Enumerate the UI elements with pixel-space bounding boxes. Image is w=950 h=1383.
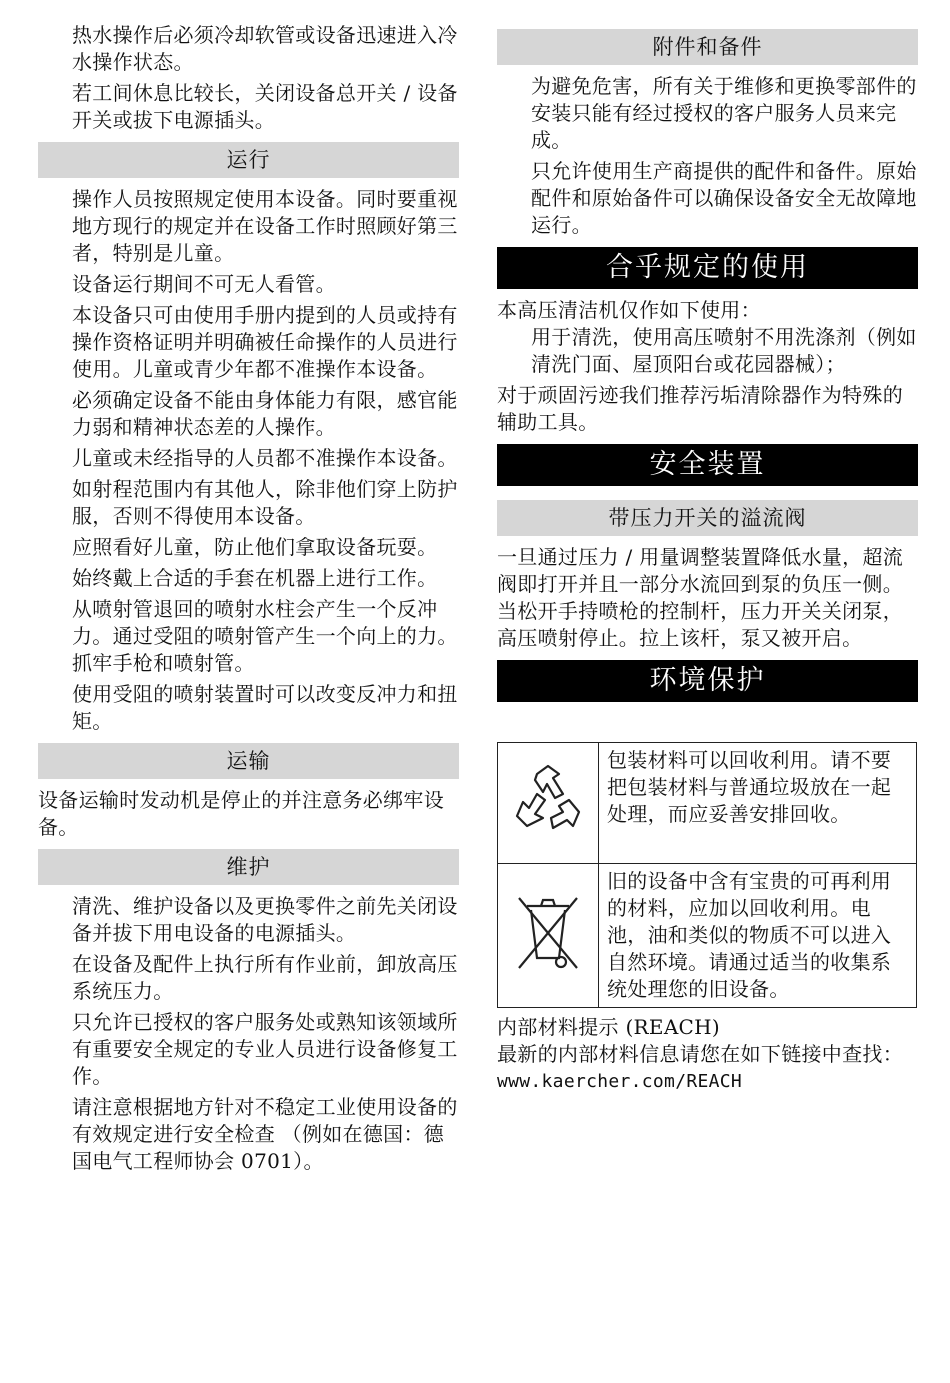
transport-paragraph: 设备运输时发动机是停止的并注意务必绑牢设备。	[38, 788, 444, 839]
intro-paragraph: 若工间休息比较长，关闭设备总开关 / 设备开关或拔下电源插头。	[72, 81, 458, 132]
environment-table	[497, 742, 917, 1008]
section-heading-transport: 运输	[38, 743, 459, 779]
intended-use-item: 用于清洗，使用高压喷射不用洗涤剂（例如清洗门面、屋顶阳台或花园器械）；	[531, 325, 917, 376]
maintenance-paragraph: 在设备及配件上执行所有作业前，卸放高压系统压力。	[72, 952, 458, 1003]
recycling-icon	[498, 743, 599, 864]
safety-paragraph: 当松开手持喷枪的控制杆，压力开关关闭泵，高压喷射停止。拉上该杆，泵又被开启。	[497, 599, 903, 650]
operation-paragraph: 应照看好儿童，防止他们拿取设备玩耍。	[72, 535, 438, 559]
section-heading-operation: 运行	[38, 142, 459, 178]
section-heading-intended-use: 合乎规定的使用	[497, 247, 918, 289]
subheading-overflow-valve: 带压力开关的溢流阀	[497, 500, 918, 536]
intended-use-note: 对于顽固污迹我们推荐污垢清除器作为特殊的辅助工具。	[497, 383, 903, 434]
intended-use-lead: 本高压清洁机仅作如下使用：	[497, 298, 761, 322]
intro-paragraph: 热水操作后必须冷却软管或设备迅速进入冷水操作状态。	[72, 23, 458, 74]
crossed-bin-icon	[498, 864, 599, 1008]
safety-paragraph: 一旦通过压力 / 用量调整装置降低水量，超流阀即打开并且一部分水流回到泵的负压一侧。	[497, 545, 904, 596]
left-column	[38, 22, 459, 1179]
reach-text: 最新的内部材料信息请您在如下链接中查找：	[497, 1042, 903, 1066]
operation-paragraph: 本设备只可由使用手册内提到的人员或持有操作资格证明并明确被任命操作的人员进行使用。儿童或青少年都不准操作本设备。	[72, 303, 458, 381]
accessories-paragraph: 为避免危害，所有关于维修和更换零部件的安装只能有经过授权的客户服务人员来完成。	[531, 74, 917, 152]
reach-link[interactable]: www.kaercher.com/REACH	[497, 1071, 743, 1092]
environment-text: 旧的设备中含有宝贵的可再利用的材料，应加以回收利用。电池，油和类似的物质不可以进入自然环境。请通过适当的收集系统处理您的旧设备。	[599, 864, 917, 1008]
environment-row	[498, 743, 917, 864]
section-heading-maintenance: 维护	[38, 849, 459, 885]
environment-text: 包装材料可以回收利用。请不要把包装材料与普通垃圾放在一起处理，而应妥善安排回收。	[599, 743, 917, 864]
operation-paragraph: 儿童或未经指导的人员都不准操作本设备。	[72, 446, 458, 470]
operation-paragraph: 设备运行期间不可无人看管。	[72, 272, 336, 296]
maintenance-paragraph: 清洗、维护设备以及更换零件之前先关闭设备并拔下用电设备的电源插头。	[72, 894, 458, 945]
right-column	[497, 29, 918, 1095]
section-heading-safety-devices: 安全装置	[497, 444, 918, 486]
operation-paragraph: 必须确定设备不能由身体能力有限，感官能力弱和精神状态差的人操作。	[72, 388, 458, 439]
reach-title: 内部材料提示 (REACH)	[497, 1015, 721, 1039]
operation-paragraph: 如射程范围内有其他人，除非他们穿上防护服，否则不得使用本设备。	[72, 477, 458, 528]
section-heading-environment: 环境保护	[497, 660, 918, 702]
operation-paragraph: 从喷射管退回的喷射水柱会产生一个反冲力。通过受阻的喷射管产生一个向上的力。抓牢手枪和喷射管。	[72, 597, 458, 675]
accessories-paragraph: 只允许使用生产商提供的配件和备件。原始配件和原始备件可以确保设备安全无故障地运行。	[531, 159, 917, 237]
operation-paragraph: 使用受阻的喷射装置时可以改变反冲力和扭矩。	[72, 682, 458, 733]
environment-row	[498, 864, 917, 1008]
operation-paragraph: 始终戴上合适的手套在机器上进行工作。	[72, 566, 438, 590]
maintenance-paragraph: 请注意根据地方针对不稳定工业使用设备的有效规定进行安全检查 （例如在德国：德国电气工程师协会 0701）。	[72, 1095, 458, 1173]
section-heading-accessories: 附件和备件	[497, 29, 918, 65]
maintenance-paragraph: 只允许已授权的客户服务处或熟知该领域所有重要安全规定的专业人员进行设备修复工作。	[72, 1010, 458, 1088]
operation-paragraph: 操作人员按照规定使用本设备。同时要重视地方现行的规定并在设备工作时照顾好第三者，特别是儿童。	[72, 187, 458, 265]
